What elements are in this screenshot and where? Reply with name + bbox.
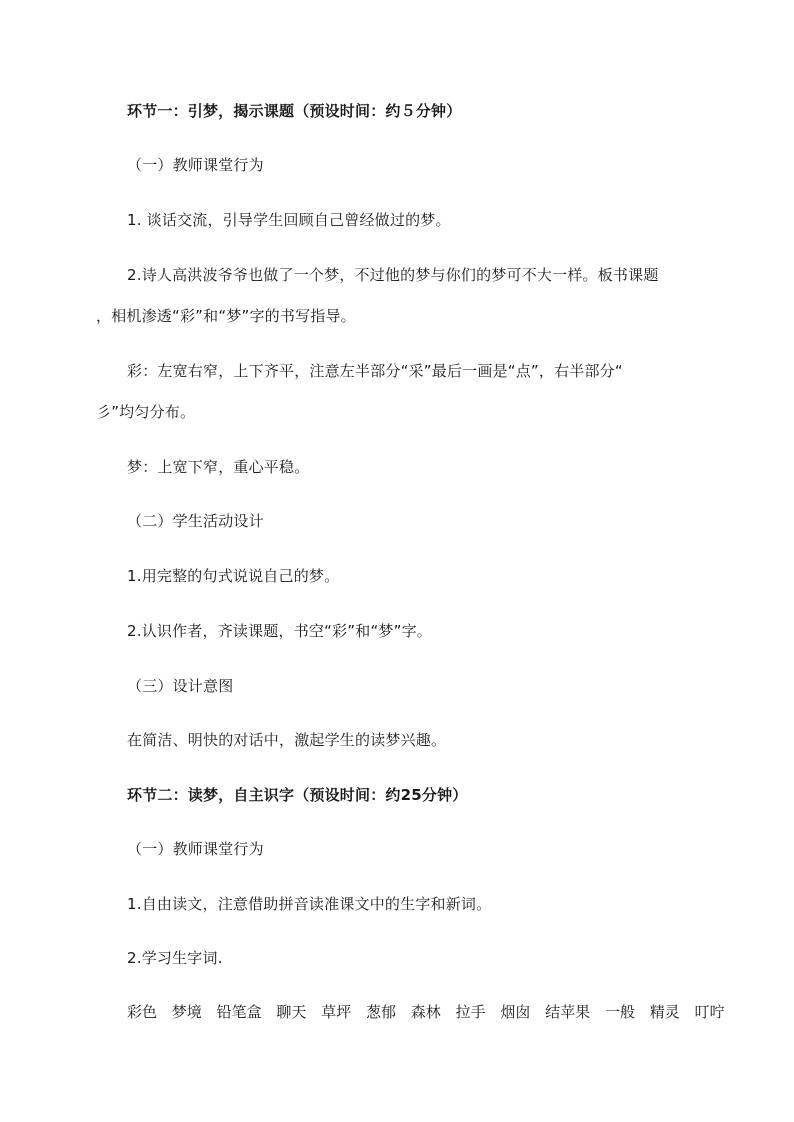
section1-student-item-2: 2.认识作者，齐读课题，书空“彩”和“梦”字。	[127, 622, 432, 640]
section1-student-item-1: 1.用完整的句式说说自己的梦。	[127, 567, 340, 585]
section1-teacher-item-2-line1: 2.诗人高洪波爷爷也做了一个梦，不过他的梦与你们的梦可不大一样。板书课题	[127, 266, 659, 284]
vocab-word: 梦境	[171, 1003, 202, 1021]
vocab-word: 草坪	[321, 1003, 352, 1021]
vocab-word: 叮咛	[694, 1003, 725, 1021]
vocab-word: 森林	[410, 1003, 441, 1021]
vocab-word: 一般	[604, 1003, 635, 1021]
section1-student-title: （二）学生活动设计	[127, 512, 264, 530]
section1-teacher-title: （一）教师课堂行为	[127, 156, 264, 174]
vocab-word: 聊天	[276, 1003, 307, 1021]
section2-heading: 环节二：读梦，自主识字（预设时间：约25分钟）	[127, 786, 468, 804]
vocab-word: 结苹果	[545, 1003, 591, 1021]
section1-intent-text: 在简洁、明快的对话中，激起学生的读梦兴趣。	[127, 731, 447, 749]
vocab-word: 葱郁	[365, 1003, 396, 1021]
vocab-word: 铅笔盒	[216, 1003, 262, 1021]
vocab-word: 拉手	[455, 1003, 486, 1021]
section2-teacher-item-1: 1.自由读文，注意借助拼音读准课文中的生字和新词。	[127, 895, 492, 913]
section1-heading: 环节一：引梦，揭示课题（预设时间：约５分钟）	[127, 102, 462, 120]
vocabulary-list	[127, 1002, 735, 1022]
cai-guidance-line1: 彩：左宽右窄，上下齐平，注意左半部分“采”最后一画是“点”，右半部分“	[127, 362, 623, 380]
vocab-word: 精灵	[649, 1003, 680, 1021]
section2-teacher-item-2: 2.学习生字词.	[127, 949, 223, 967]
vocab-word: 彩色	[127, 1003, 158, 1021]
section1-intent-title: （三）设计意图	[127, 677, 234, 695]
section1-teacher-item-1: 1. 谈话交流，引导学生回顾自己曾经做过的梦。	[127, 211, 451, 229]
section1-teacher-item-2-line2: ，相机渗透“彩”和“梦”字的书写指导。	[96, 307, 356, 325]
vocab-word: 烟囱	[500, 1003, 531, 1021]
meng-guidance: 梦：上宽下窄，重心平稳。	[127, 458, 310, 476]
cai-guidance-line2: 彡”均匀分布。	[96, 403, 196, 421]
section2-teacher-title: （一）教师课堂行为	[127, 840, 264, 858]
